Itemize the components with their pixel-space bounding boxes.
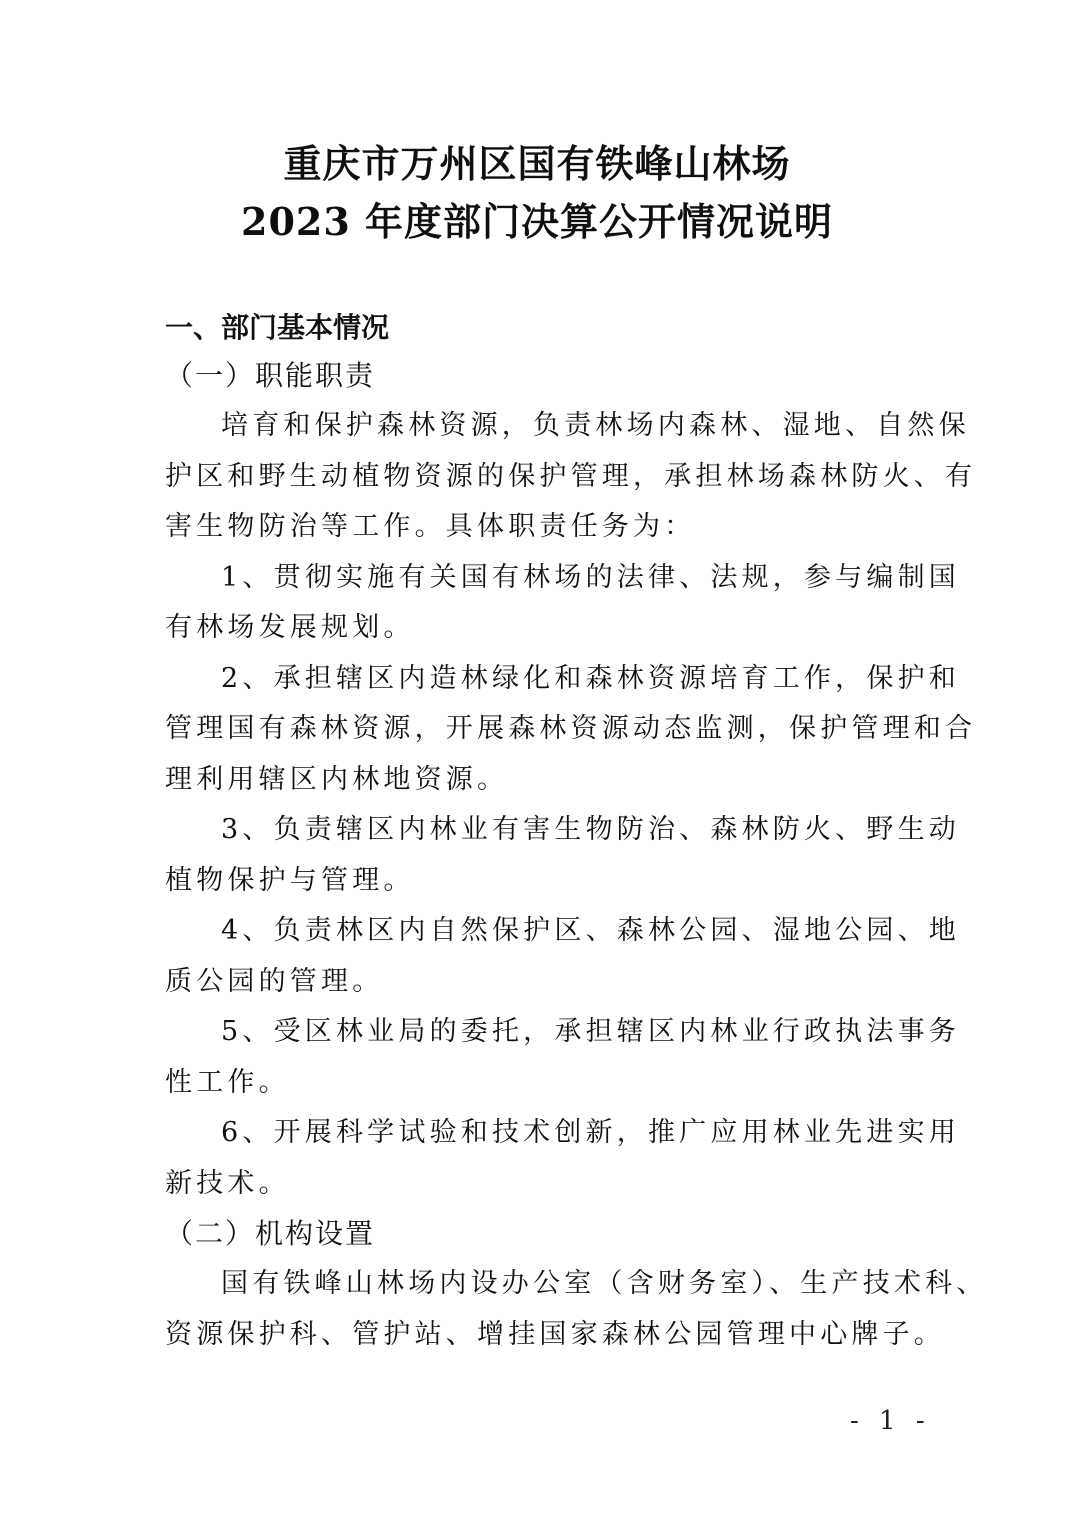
paragraph-line: 资源保护科、管护站、增挂国家森林公园管理中心牌子。 <box>165 1318 945 1350</box>
paragraph-line: 护区和野生动植物资源的保护管理，承担林场森林防火、有 <box>165 460 977 492</box>
paragraph-line: 4、负责林区内自然保护区、森林公园、湿地公园、地 <box>221 915 960 946</box>
paragraph-line: 害生物防治等工作。具体职责任务为： <box>165 511 696 542</box>
paragraph-line: 性工作。 <box>165 1066 290 1098</box>
subsection-heading-duties: （一）职能职责 <box>165 359 376 392</box>
paragraph <box>165 553 960 654</box>
paragraph-line: 培育和保护森林资源，负责林场内森林、湿地、自然保 <box>221 410 970 441</box>
subsection-heading-structure: （二）机构设置 <box>165 1217 376 1250</box>
paragraph-line: 植物保护与管理。 <box>165 864 415 896</box>
paragraph <box>165 401 977 553</box>
paragraph-line: 国有铁峰山林场内设办公室（含财务室）、生产技术科、 <box>221 1268 988 1299</box>
paragraph-line: 新技术。 <box>165 1167 290 1199</box>
paragraph-line: 理利用辖区内林地资源。 <box>165 763 509 795</box>
paragraph-line: 质公园的管理。 <box>165 965 384 997</box>
paragraph-line: 管理国有森林资源，开展森林资源动态监测，保护管理和合 <box>165 713 977 744</box>
paragraph <box>165 805 960 906</box>
paragraph <box>165 906 960 1007</box>
document-body <box>165 305 988 1360</box>
paragraph-line: 有林场发展规划。 <box>165 612 415 643</box>
section-heading: 一、部门基本情况 <box>165 311 390 344</box>
paragraph-line: 3、负责辖区内林业有害生物防治、森林防火、野生动 <box>221 814 960 845</box>
paragraph-line: 2、承担辖区内造林绿化和森林资源培育工作，保护和 <box>221 662 960 694</box>
paragraph <box>165 1007 960 1108</box>
paragraph <box>165 1108 960 1209</box>
title-line-1: 重庆市万州区国有铁峰山林场 <box>283 141 791 186</box>
document-title <box>0 135 1074 251</box>
paragraph <box>165 654 977 806</box>
paragraph <box>165 1259 988 1360</box>
paragraph-line: 6、开展科学试验和技术创新，推广应用林业先进实用 <box>221 1117 960 1148</box>
page-number: - 1 - <box>850 1406 931 1436</box>
paragraph-line: 1、贯彻实施有关国有林场的法律、法规，参与编制国 <box>221 561 960 593</box>
paragraph-line: 5、受区林业局的委托，承担辖区内林业行政执法事务 <box>221 1016 960 1047</box>
title-line-2: 2023 年度部门决算公开情况说明 <box>241 199 833 244</box>
